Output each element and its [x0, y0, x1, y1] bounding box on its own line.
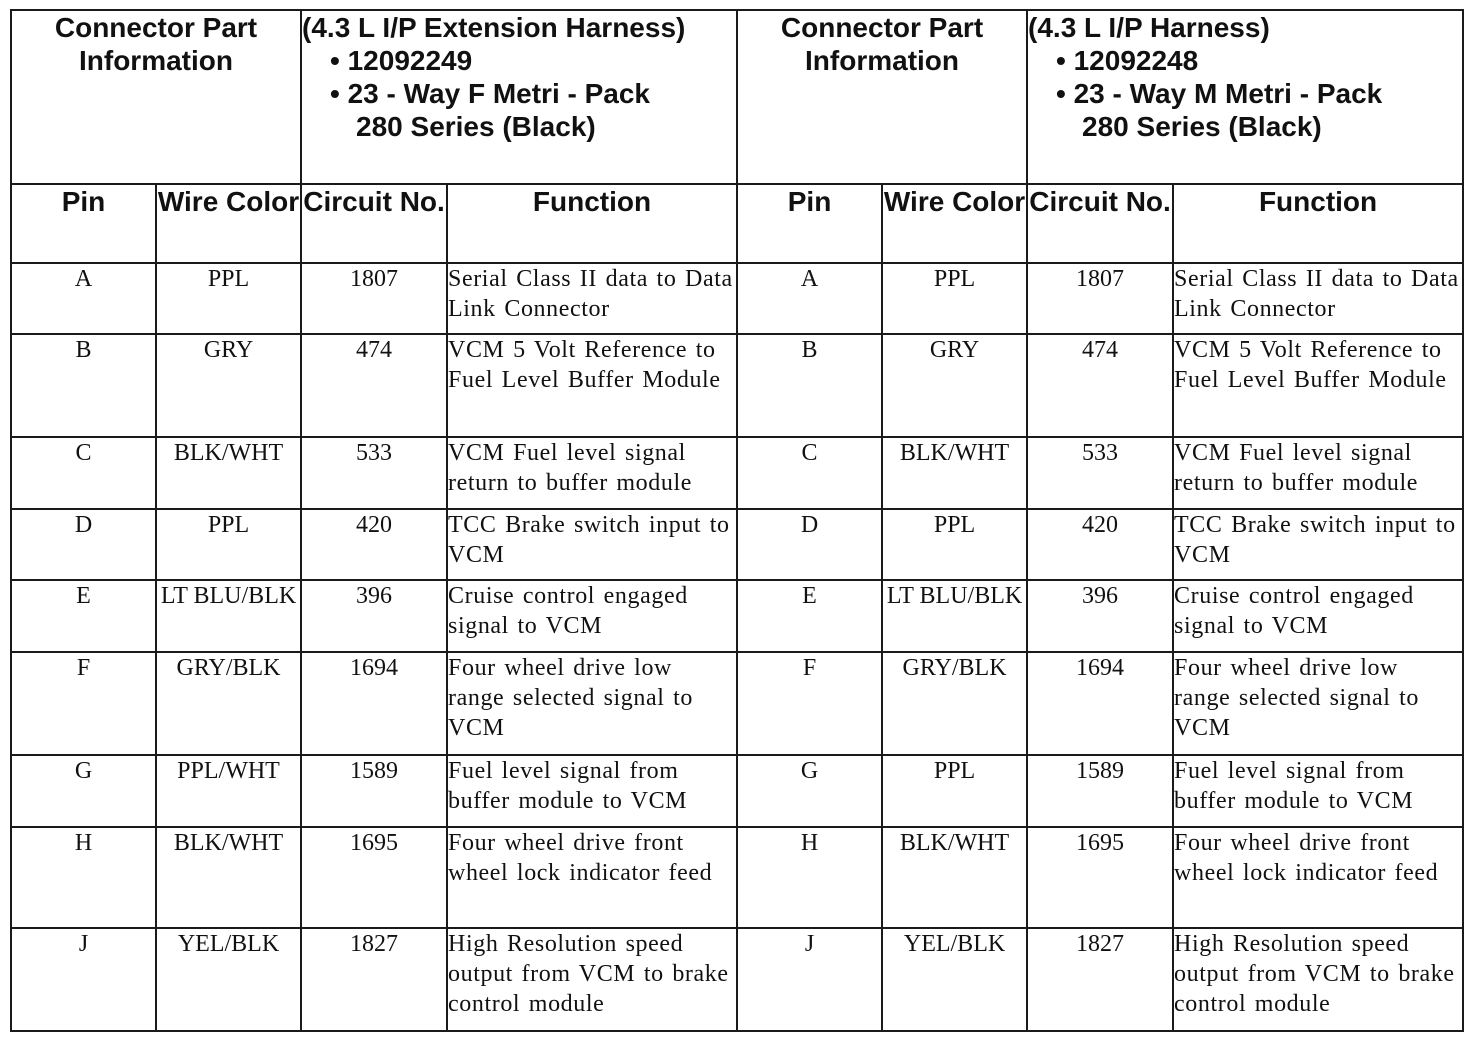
right-wire-color-cell: LT BLU/BLK	[882, 580, 1027, 652]
left-function-cell: Fuel level signal from buffer module to VCM	[447, 755, 737, 827]
right-pin-cell: C	[737, 437, 882, 509]
left-wire-color-cell: PPL	[156, 263, 301, 334]
left-function-cell: VCM 5 Volt Reference to Fuel Level Buffer Module	[447, 334, 737, 437]
left-col-function: Function	[447, 184, 737, 263]
table-row	[11, 580, 1463, 652]
right-circuit-cell: 420	[1027, 509, 1173, 580]
right-function-cell: Cruise control engaged signal to VCM	[1173, 580, 1463, 652]
right-circuit-cell: 533	[1027, 437, 1173, 509]
left-connector-series: 280 Series (Black)	[356, 111, 596, 142]
left-col-pin: Pin	[11, 184, 156, 263]
right-circuit-cell: 396	[1027, 580, 1173, 652]
left-pin-cell: G	[11, 755, 156, 827]
left-circuit-cell: 1827	[301, 928, 447, 1031]
right-function-cell: Serial Class II data to Data Link Connector	[1173, 263, 1463, 334]
right-connector-series: 280 Series (Black)	[1082, 111, 1322, 142]
left-circuit-cell: 1694	[301, 652, 447, 755]
right-function-cell: Four wheel drive low range selected signal to VCM	[1173, 652, 1463, 755]
left-col-wire-color: Wire Color	[156, 184, 301, 263]
right-pin-cell: H	[737, 827, 882, 928]
table-row	[11, 509, 1463, 580]
right-function-cell: TCC Brake switch input to VCM	[1173, 509, 1463, 580]
table-row	[11, 652, 1463, 755]
right-circuit-cell: 1807	[1027, 263, 1173, 334]
right-wire-color-cell: GRY	[882, 334, 1027, 437]
table-row	[11, 263, 1463, 334]
left-wire-color-cell: PPL/WHT	[156, 755, 301, 827]
table-row	[11, 827, 1463, 928]
column-header-row	[11, 184, 1463, 263]
left-wire-color-cell: BLK/WHT	[156, 827, 301, 928]
right-circuit-cell: 1827	[1027, 928, 1173, 1031]
right-pin-cell: A	[737, 263, 882, 334]
table-row	[11, 437, 1463, 509]
left-function-cell: VCM Fuel level signal return to buffer module	[447, 437, 737, 509]
left-function-cell: TCC Brake switch input to VCM	[447, 509, 737, 580]
left-pin-cell: C	[11, 437, 156, 509]
right-wire-color-cell: PPL	[882, 263, 1027, 334]
table-row	[11, 755, 1463, 827]
table-row	[11, 334, 1463, 437]
left-wire-color-cell: YEL/BLK	[156, 928, 301, 1031]
left-function-cell: High Resolution speed output from VCM to brake control module	[447, 928, 737, 1031]
right-pin-cell: G	[737, 755, 882, 827]
right-harness-title: (4.3 L I/P Harness)	[1028, 12, 1270, 43]
right-pin-cell: D	[737, 509, 882, 580]
right-col-wire-color: Wire Color	[882, 184, 1027, 263]
left-pin-cell: F	[11, 652, 156, 755]
right-pin-cell: F	[737, 652, 882, 755]
right-circuit-cell: 474	[1027, 334, 1173, 437]
right-circuit-cell: 1694	[1027, 652, 1173, 755]
left-circuit-cell: 1695	[301, 827, 447, 928]
left-harness-title: (4.3 L I/P Extension Harness)	[302, 12, 686, 43]
right-wire-color-cell: PPL	[882, 509, 1027, 580]
right-function-cell: VCM 5 Volt Reference to Fuel Level Buffer Module	[1173, 334, 1463, 437]
left-col-circuit-no: Circuit No.	[301, 184, 447, 263]
left-wire-color-cell: BLK/WHT	[156, 437, 301, 509]
left-pin-cell: H	[11, 827, 156, 928]
left-wire-color-cell: GRY/BLK	[156, 652, 301, 755]
right-col-pin: Pin	[737, 184, 882, 263]
right-function-cell: Fuel level signal from buffer module to VCM	[1173, 755, 1463, 827]
right-col-circuit-no: Circuit No.	[1027, 184, 1173, 263]
left-circuit-cell: 396	[301, 580, 447, 652]
left-pin-cell: E	[11, 580, 156, 652]
left-pin-cell: B	[11, 334, 156, 437]
left-circuit-cell: 1589	[301, 755, 447, 827]
right-wire-color-cell: GRY/BLK	[882, 652, 1027, 755]
right-part-number: • 12092248	[1056, 45, 1199, 76]
right-pin-cell: E	[737, 580, 882, 652]
right-harness-info	[1027, 10, 1463, 184]
left-pin-cell: J	[11, 928, 156, 1031]
left-circuit-cell: 1807	[301, 263, 447, 334]
right-function-cell: High Resolution speed output from VCM to brake control module	[1173, 928, 1463, 1031]
left-wire-color-cell: LT BLU/BLK	[156, 580, 301, 652]
right-function-cell: VCM Fuel level signal return to buffer module	[1173, 437, 1463, 509]
left-part-info-label: Connector Part Information	[11, 10, 301, 184]
left-harness-info	[301, 10, 737, 184]
left-connector-type: • 23 - Way F Metri - Pack	[330, 78, 650, 109]
table-row	[11, 928, 1463, 1031]
right-wire-color-cell: YEL/BLK	[882, 928, 1027, 1031]
right-circuit-cell: 1589	[1027, 755, 1173, 827]
right-col-function: Function	[1173, 184, 1463, 263]
left-function-cell: Serial Class II data to Data Link Connector	[447, 263, 737, 334]
right-pin-cell: B	[737, 334, 882, 437]
connector-pinout-table	[10, 9, 1464, 1032]
connector-header-row	[11, 10, 1463, 184]
left-pin-cell: A	[11, 263, 156, 334]
left-pin-cell: D	[11, 509, 156, 580]
right-wire-color-cell: PPL	[882, 755, 1027, 827]
left-function-cell: Four wheel drive front wheel lock indicator feed	[447, 827, 737, 928]
right-connector-type: • 23 - Way M Metri - Pack	[1056, 78, 1383, 109]
right-part-info-label: Connector Part Information	[737, 10, 1027, 184]
right-wire-color-cell: BLK/WHT	[882, 827, 1027, 928]
right-pin-cell: J	[737, 928, 882, 1031]
left-circuit-cell: 420	[301, 509, 447, 580]
left-function-cell: Cruise control engaged signal to VCM	[447, 580, 737, 652]
right-wire-color-cell: BLK/WHT	[882, 437, 1027, 509]
left-wire-color-cell: GRY	[156, 334, 301, 437]
left-circuit-cell: 533	[301, 437, 447, 509]
left-function-cell: Four wheel drive low range selected signal to VCM	[447, 652, 737, 755]
right-function-cell: Four wheel drive front wheel lock indicator feed	[1173, 827, 1463, 928]
left-circuit-cell: 474	[301, 334, 447, 437]
right-circuit-cell: 1695	[1027, 827, 1173, 928]
left-wire-color-cell: PPL	[156, 509, 301, 580]
left-part-number: • 12092249	[330, 45, 473, 76]
